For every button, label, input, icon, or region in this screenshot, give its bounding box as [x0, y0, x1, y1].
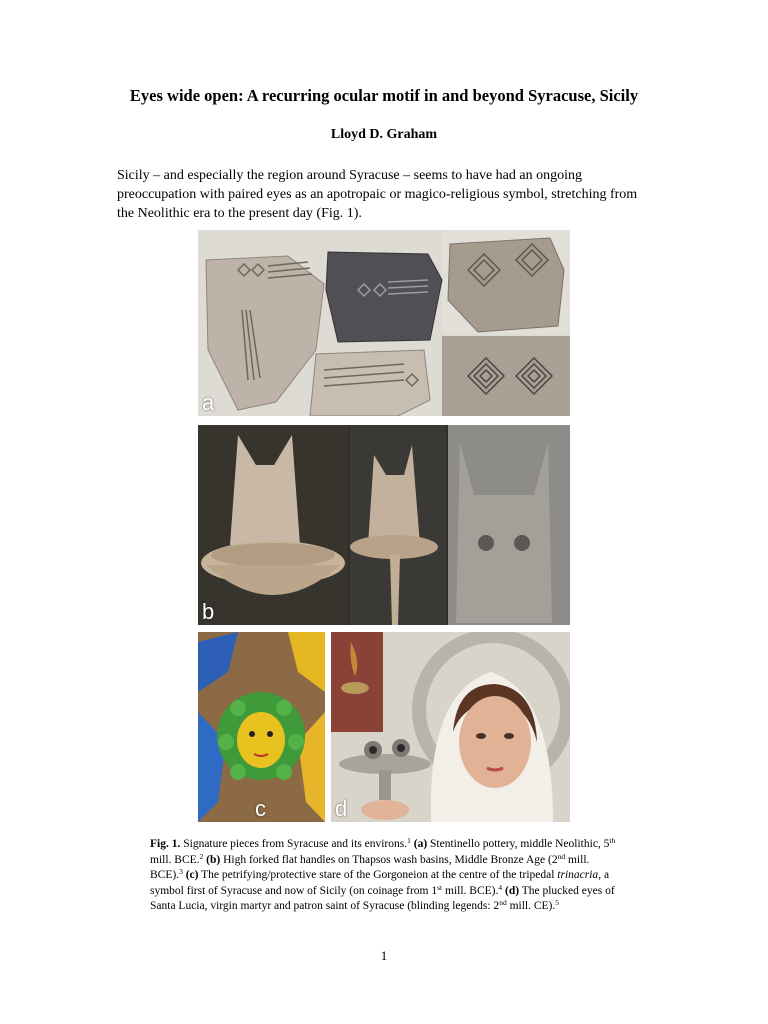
caption-text: mill. CE). [506, 900, 556, 912]
gorgoneion-illustration [198, 632, 325, 822]
caption-panel-label: (d) [505, 884, 520, 897]
footnote-ref: 2 [199, 851, 204, 861]
caption-italic-term: trinacria [557, 869, 599, 881]
caption-text: mill. BCE. [150, 853, 200, 866]
panel-label-d: d [335, 796, 348, 821]
caption-text: The plucked eyes of Santa Lucia, virgin martyr and patron saint of Syracuse (blinding legends: 2 [150, 884, 615, 912]
ordinal-suffix: st [437, 882, 443, 892]
page-number: 1 [380, 948, 388, 963]
figure-panel-c [198, 632, 325, 822]
ordinal-suffix: nd [499, 898, 507, 907]
caption-text: mill. BCE). [442, 884, 499, 897]
caption-panel-label: (a) [413, 838, 428, 850]
author-name: Lloyd D. Graham [330, 127, 438, 142]
caption-fig-label: Fig. 1. [150, 838, 181, 850]
ordinal-suffix: th [609, 836, 616, 845]
caption-panel-label: (c) [185, 869, 199, 881]
footnote-ref: 3 [179, 867, 183, 876]
santa-lucia-illustration [331, 632, 570, 822]
panel-label-c: c [255, 796, 266, 821]
panel-label-a: a [202, 390, 215, 415]
footnote-ref: 1 [407, 836, 411, 845]
caption-text: High forked flat handles on Thapsos wash basins, Middle Bronze Age (2 [220, 853, 558, 866]
figure-panel-d [331, 632, 570, 822]
caption-text: The petrifying/protective stare of the Gorgoneion at the centre of the tripedal [198, 869, 558, 881]
intro-paragraph: Sicily – and especially the region around Syracuse – seems to have had an ongoing preoccupation with paired eyes as an apotropaic or magico-religious symbol, stretching from the Neolithic era to the present day (Fig. 1). [117, 168, 638, 221]
figure-panel-a [198, 230, 570, 416]
thapsos-basins-illustration [198, 425, 570, 625]
figure-panel-b [198, 425, 570, 625]
caption-text: mill. BCE). [150, 853, 590, 881]
ordinal-suffix: nd [557, 851, 566, 861]
figure-caption [150, 837, 620, 915]
pottery-sherds-illustration [198, 230, 570, 416]
caption-text: Stentinello pottery, middle Neolithic, 5 [427, 838, 610, 850]
footnote-ref: 5 [555, 898, 559, 907]
footnote-ref: 4 [498, 882, 503, 892]
paper-title: Eyes wide open: A recurring ocular motif in and beyond Syracuse, Sicily [129, 86, 639, 105]
panel-label-b: b [202, 599, 215, 624]
caption-text: , a symbol first of Syracuse and now of Sicily (on coinage from 1 [150, 869, 610, 897]
caption-text: Signature pieces from Syracuse and its environs. [180, 838, 408, 850]
caption-panel-label: (b) [206, 853, 221, 866]
